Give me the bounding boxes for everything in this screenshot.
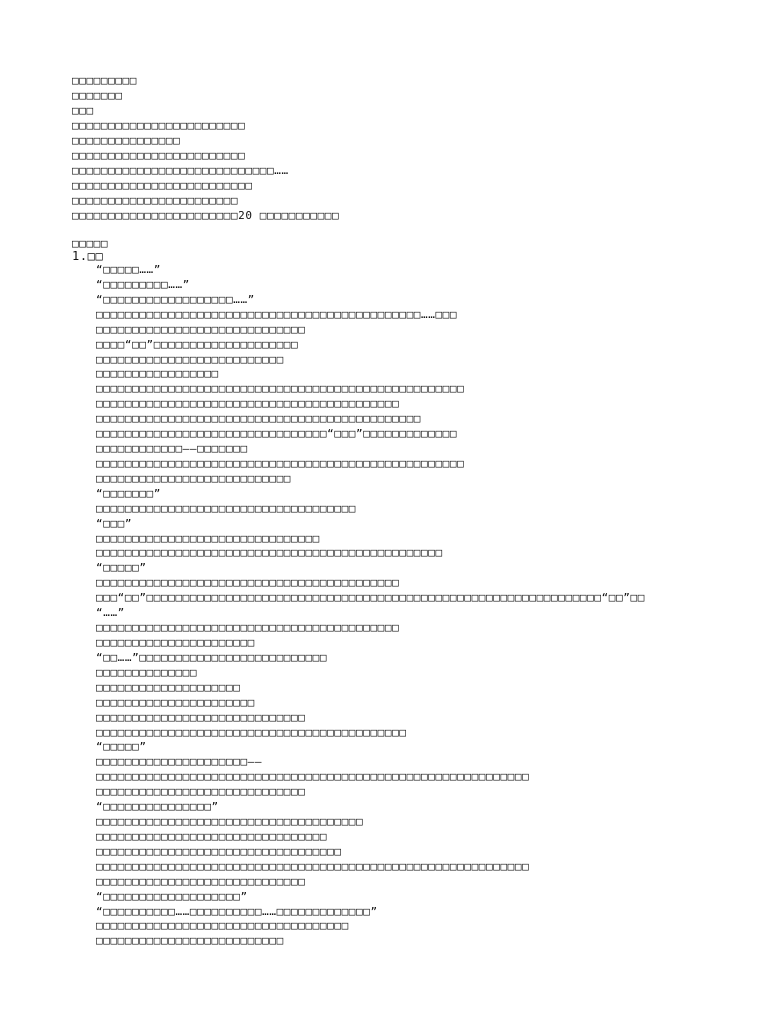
body-line: □□□□□□□□□□□□□□ bbox=[96, 666, 198, 679]
body-line: □□□□□□□□□□□□□□□□□□□□□□□□□□ bbox=[96, 934, 284, 947]
body-line: □□□□□□□□□□□□□□□□□□□□□□□□□□□□□□□□□□□□ bbox=[96, 502, 357, 515]
body-line: □□□□“□□”□□□□□□□□□□□□□□□□□□□□ bbox=[96, 338, 299, 351]
header-line: □□□□□□□□□□□□□□□ bbox=[72, 134, 181, 147]
body-line: “□□□□□□□□□□□□□□□□□□……” bbox=[96, 293, 255, 306]
body-line: “□□……”□□□□□□□□□□□□□□□□□□□□□□□□□□ bbox=[96, 651, 328, 664]
header-line: □□□□□□□□□□□□□□□□□□□□□□□ bbox=[72, 194, 239, 207]
body-line: □□□□□□□□□□□□□□□□□□□□□□□□□□□□□□□□□□□□□□□□□□□□□□□□□□□□□□□□□□□□ bbox=[96, 860, 530, 873]
body-line: □□□□□□□□□□□□□□□□□□□□□□□□□□□□□ bbox=[96, 875, 306, 888]
body-line: □□□□□□□□□□□□□□□□□□□□□—— bbox=[96, 755, 263, 768]
body-line: □□□□□□□□□□□□□□□□□□□□□□□□□□□□□□□□□□□□□□□□□□□□□□□□ bbox=[96, 546, 443, 559]
body-line: □□□□□□□□□□□□——□□□□□□□ bbox=[96, 442, 248, 455]
body-line: □□□“□□”□□□□□□□□□□□□□□□□□□□□□□□□□□□□□□□□□□□□□□□□□□□□□□□□□□□□□□□□□□□□□□□“□□”□□ bbox=[96, 591, 645, 604]
body-line: □□□□□□□□□□□□□□□□□□□□□□ bbox=[96, 636, 255, 649]
body-line: □□□□□□□□□□□□□□□□□□□□□□□□□□□□□□□ bbox=[96, 532, 320, 545]
body-line: “□□□□□□□” bbox=[96, 487, 162, 500]
header-line: □□□ bbox=[72, 104, 94, 117]
body-line: □□□□□□□□□□□□□□□□□ bbox=[96, 367, 219, 380]
body-line: □□□□□□□□□□□□□□□□□□□□□□□□□□□□□ bbox=[96, 323, 306, 336]
body-line: □□□□□□□□□□□□□□□□□□□□□□□□□□□□□□□□□□□□□□□□□□□ bbox=[96, 726, 407, 739]
body-line: □□□□□□□□□□□□□□□□□□□□□□ bbox=[96, 696, 255, 709]
item-number: 1.□□ bbox=[72, 249, 104, 263]
body-line: “□□□□□” bbox=[96, 561, 147, 574]
body-line: “□□□□□□□□□□□□□□□□□□□” bbox=[96, 890, 248, 903]
body-line: “……” bbox=[96, 606, 125, 619]
body-line: “□□□□□□□□□□……□□□□□□□□□□……□□□□□□□□□□□□□” bbox=[96, 905, 378, 918]
header-line: □□□□□□□□□□□□□□□□□□□□□□□□□ bbox=[72, 179, 253, 192]
body-line: □□□□□□□□□□□□□□□□□□□□□□□□□□□□□□□□□□□□□□□□□□□□□ bbox=[96, 412, 422, 425]
body-line: □□□□□□□□□□□□□□□□□□□□□□□□□□□ bbox=[96, 472, 292, 485]
body-line: □□□□□□□□□□□□□□□□□□□□□□□□□□□□□□□□□□□□□□□□□□ bbox=[96, 621, 400, 634]
body-line: “□□□” bbox=[96, 517, 133, 530]
body-line: “□□□□□□□□□□□□□□□” bbox=[96, 800, 219, 813]
body-line: □□□□□□□□□□□□□□□□□□□□□□□□□□□□□□□□□□□□□□□□□□ bbox=[96, 397, 400, 410]
body-line: “□□□□□□□□□……” bbox=[96, 278, 190, 291]
header-line: □□□□□□□□□ bbox=[72, 74, 138, 87]
body-line: “□□□□□” bbox=[96, 740, 147, 753]
body-line: □□□□□□□□□□□□□□□□□□□□□□□□□□□□□□□□□□ bbox=[96, 845, 342, 858]
body-line: □□□□□□□□□□□□□□□□□□□□□□□□□□□□□□□□□□□□□□□□□□ bbox=[96, 576, 400, 589]
body-line: □□□□□□□□□□□□□□□□□□□□□□□□□□□□□□□□□□□□□□□□□□□□□□□□□□□ bbox=[96, 382, 465, 395]
body-line: □□□□□□□□□□□□□□□□□□□□□□□□□□□□□□□□□□□ bbox=[96, 919, 349, 932]
section-heading: □□□□□ bbox=[72, 237, 109, 250]
body-line: “□□□□□……” bbox=[96, 263, 162, 276]
header-line: □□□□□□□□□□□□□□□□□□□□□□□□□□□□…… bbox=[72, 164, 289, 177]
body-line: □□□□□□□□□□□□□□□□□□□□□□□□□□□□□□□□□□□□□□□□□□□□□□□□□□□ bbox=[96, 457, 465, 470]
body-line: □□□□□□□□□□□□□□□□□□□□□□□□□□ bbox=[96, 353, 284, 366]
body-line: □□□□□□□□□□□□□□□□□□□□□□□□□□□□□□□□ bbox=[96, 830, 328, 843]
body-line: □□□□□□□□□□□□□□□□□□□□□□□□□□□□□□□□□□□□□ bbox=[96, 815, 364, 828]
header-line: □□□□□□□ bbox=[72, 89, 123, 102]
header-line: □□□□□□□□□□□□□□□□□□□□□□□□ bbox=[72, 149, 246, 162]
body-line: □□□□□□□□□□□□□□□□□□□□□□□□□□□□□□□□“□□□”□□□□□□□□□□□□□ bbox=[96, 427, 458, 440]
body-line: □□□□□□□□□□□□□□□□□□□□ bbox=[96, 681, 241, 694]
header-line: □□□□□□□□□□□□□□□□□□□□□□□□ bbox=[72, 119, 246, 132]
header-line: □□□□□□□□□□□□□□□□□□□□□□□20 □□□□□□□□□□□ bbox=[72, 209, 340, 222]
body-line: □□□□□□□□□□□□□□□□□□□□□□□□□□□□□ bbox=[96, 785, 306, 798]
body-line: □□□□□□□□□□□□□□□□□□□□□□□□□□□□□□□□□□□□□□□□□□□□□□□□□□□□□□□□□□□□ bbox=[96, 770, 530, 783]
body-line: □□□□□□□□□□□□□□□□□□□□□□□□□□□□□ bbox=[96, 711, 306, 724]
body-line: □□□□□□□□□□□□□□□□□□□□□□□□□□□□□□□□□□□□□□□□□□□□□……□□□ bbox=[96, 308, 458, 321]
